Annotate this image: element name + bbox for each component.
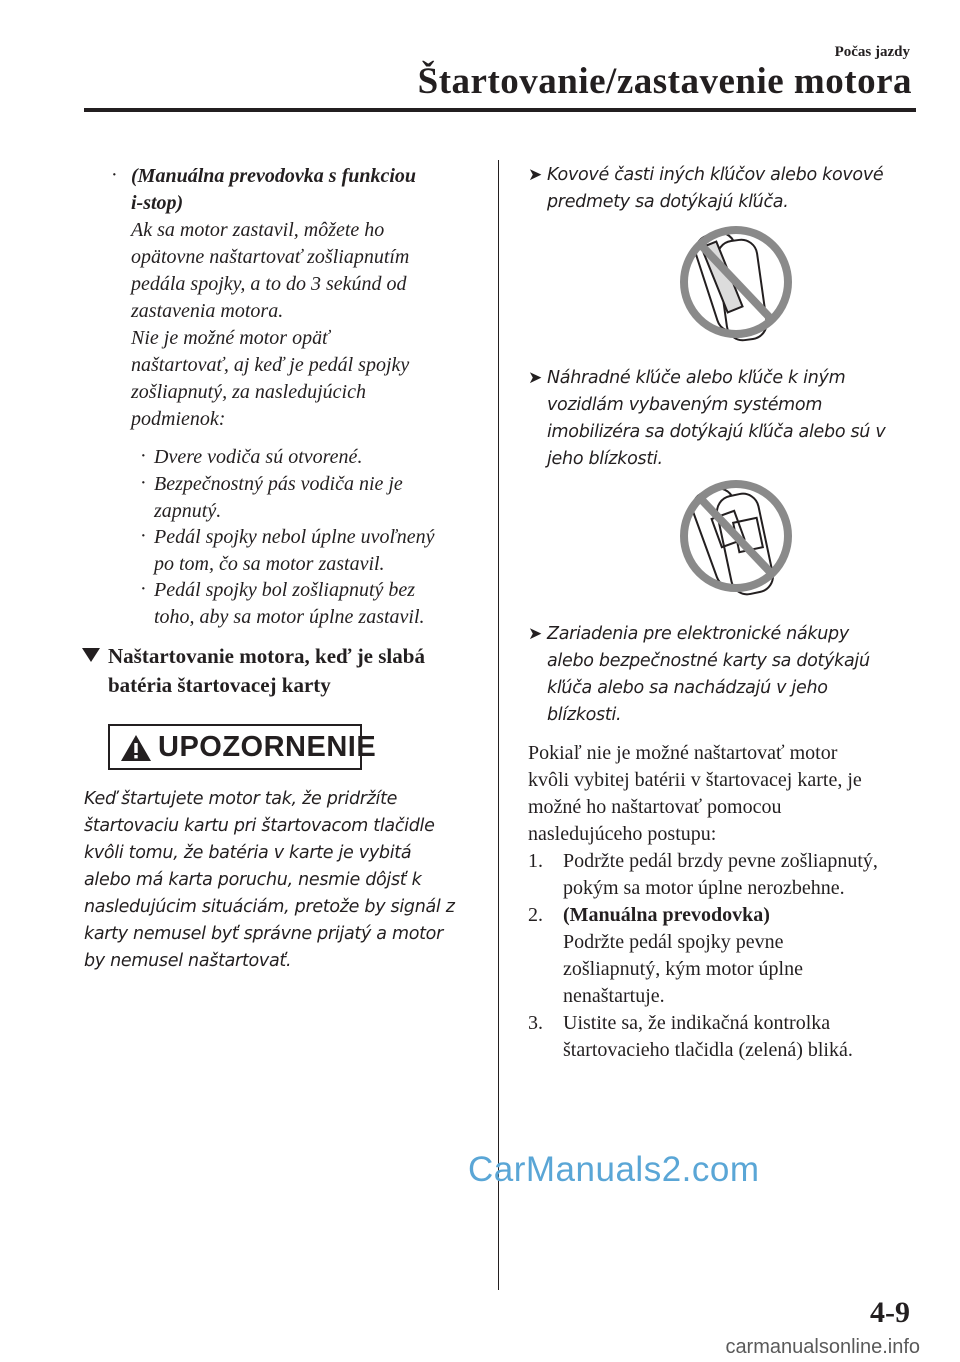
step-number: 2. [528,904,543,926]
condition-item [154,444,362,471]
section-label: Počas jazdy [834,44,910,60]
text-line: alebo má karta poruchu, nesmie dôjsť k [84,870,422,890]
text-line: imobilizéra sa dotýkajú kľúča alebo sú v [547,422,886,442]
text-line: by nemusel naštartovať. [84,951,292,971]
text-line: vozidlám vybaveným systémom [547,395,823,415]
text-line: naštartovať, aj keď je pedál spojky [131,354,410,376]
step-text [563,902,803,1010]
text-line: blízkosti. [547,705,622,725]
column-divider [498,160,499,1290]
condition-item [154,471,403,525]
dot-bullet-icon: · [140,578,147,600]
text-line: alebo bezpečnostné karty sa dotýkajú [547,651,870,671]
text-line: nenaštartuje. [563,985,665,1007]
heading-line: Naštartovanie motora, keď je slabá [108,644,425,668]
step-text [563,848,878,902]
text-line: podmienok: [131,408,226,430]
dot-bullet-icon: · [140,445,147,467]
text-line: štartovacieho tlačidla (zelená) bliká. [563,1039,853,1061]
text-line: Uistite sa, že indikačná kontrolka [563,1012,831,1034]
key-metal-prohibited-figure [674,222,798,358]
text-line: nasledujúceho postupu: [528,823,717,845]
text-line: zapnutý. [154,500,222,522]
text-line: nasledujúcim situáciám, pretože by signál z [84,897,455,917]
text-line: zastavenia motora. [131,300,284,322]
condition-item-cards [547,621,870,729]
text-line: štartovaciu kartu pri štartovacom tlačidle [84,816,435,836]
step-number: 1. [528,850,543,872]
text-line: jeho blízkosti. [547,449,663,469]
text-line: Keď štartujete motor tak, že pridržíte [84,789,398,809]
manual-istop-para1 [131,217,409,325]
text-line: zošliapnutý, za nasledujúcich [131,381,366,403]
text-line: toho, aby sa motor úplne zastavil. [154,606,425,628]
section-heading [108,642,425,700]
step-subheading: (Manuálna prevodovka) [563,904,770,926]
text-line: kvôli vybitej batérii v štartovacej karte, je [528,769,862,791]
text-line: pedála spojky, a to do 3 sekúnd od [131,273,407,295]
procedure-intro [528,740,862,848]
warning-triangle-icon [120,734,152,762]
text-line: Bezpečnostný pás vodiča nie je [154,473,403,495]
text-line: Pokiaľ nie je možné naštartovať motor [528,742,838,764]
text-line: karty nemusel byť správne prijatý a motor [84,924,443,944]
text-line: kľúča alebo sa nachádzajú v jeho [547,678,828,698]
condition-item [154,577,425,631]
step-number: 3. [528,1012,543,1034]
section-triangle-icon [82,648,100,662]
warning-box [108,724,377,770]
step-text [563,1010,853,1064]
header-rule [84,108,916,112]
condition-item-spare-keys [547,365,885,473]
heading-line: batéria štartovacej karty [108,673,331,697]
manual-istop-title [131,163,416,217]
triangle-arrow-icon: ➤ [528,165,543,185]
triangle-arrow-icon: ➤ [528,368,543,388]
text-line: Ak sa motor zastavil, môžete ho [131,219,385,241]
text-line: Kovové časti iných kľúčov alebo kovové [547,165,884,185]
condition-item [154,524,435,578]
title-line: (Manuálna prevodovka s funkciou [131,165,417,187]
text-line: Nie je možné motor opäť [131,327,330,349]
dot-bullet-icon: · [140,525,147,547]
text-line: Podržte pedál spojky pevne [563,931,784,953]
text-line: po tom, čo sa motor zastavil. [154,553,385,575]
text-line: Dvere vodiča sú otvorené. [154,446,363,468]
text-line: Zariadenia pre elektronické nákupy [547,624,849,644]
text-line: opätovne naštartovať zošliapnutím [131,246,410,268]
text-line: predmety sa dotýkajú kľúča. [547,192,789,212]
dot-bullet-icon: · [111,164,118,186]
text-line: zošliapnutý, kým motor úplne [563,958,803,980]
text-line: Podržte pedál brzdy pevne zošliapnutý, [563,850,878,872]
chapter-title: Štartovanie/zastavenie motora [417,61,912,102]
text-line: pokým sa motor úplne nerozbehne. [563,877,845,899]
warning-label: UPOZORNENIE [158,731,377,763]
spare-key-prohibited-figure [674,474,798,610]
text-line: kvôli tomu, že batéria v karte je vybitá [84,843,412,863]
text-line: možné ho naštartovať pomocou [528,796,782,818]
text-line: Náhradné kľúče alebo kľúče k iným [547,368,846,388]
page-number: 4-9 [870,1296,910,1329]
triangle-arrow-icon: ➤ [528,624,543,644]
condition-item-metal [547,162,883,216]
manual-istop-para2 [131,325,409,433]
title-line: i-stop) [131,192,184,214]
dot-bullet-icon: · [140,472,147,494]
text-line: Pedál spojky nebol úplne uvoľnený [154,526,435,548]
warning-text [84,786,455,975]
watermark: CarManuals2.com [468,1150,760,1189]
footer-site: carmanualsonline.info [725,1336,920,1358]
text-line: Pedál spojky bol zošliapnutý bez [154,579,416,601]
